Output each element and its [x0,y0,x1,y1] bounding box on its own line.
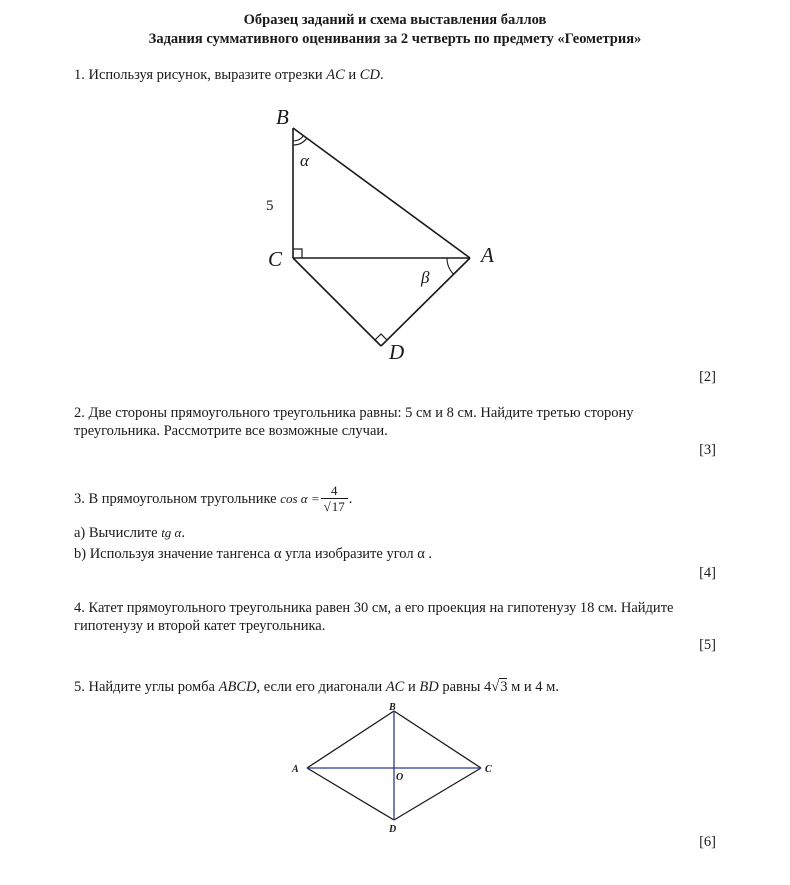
rhombus-side-bc [394,711,481,768]
cos-fraction: $\frac{4}{√17}$ [321,484,348,514]
vertex-c-label: C [268,247,283,271]
side-bc-length: 5 [266,198,274,214]
rhombus-side-ad [307,768,394,820]
rhombus-vertex-d: D [389,824,397,835]
rhombus-side-dc [394,768,481,820]
rhombus-vertex-a: A [292,764,299,775]
segment-ba [293,128,470,258]
rhombus-vertex-b: B [389,702,396,713]
right-angle-mark-c [293,249,302,258]
task-3-question: 3. В прямоугольном тругольнике cos α = $\frac{4}{√17}$ . [74,483,353,514]
task-5-score: [6] [699,834,716,850]
document-subtitle: Задания суммативного оценивания за 2 четверть по предмету «Геометрия» [148,31,642,47]
tg-expression: tg α [161,525,182,540]
angle-beta-label: β [421,268,430,287]
angle-alpha-arc-inner [293,136,304,141]
vertex-d-label: D [389,340,405,364]
task-4-score: [5] [699,637,716,653]
task-3-part-b: b) Используя значение тангенса α угла изобразите угол α . [74,546,433,562]
cos-expression: cos α = [280,491,320,506]
task-1-question: 1. Используя рисунок, выразите отрезки AC и CD. [74,67,384,83]
task-3-score: [4] [699,565,716,581]
task-3-part-a: a) Вычислите tg α. [74,525,185,541]
document-title: Образец заданий и схема выставления баллов [243,12,547,28]
angle-alpha-label: α [300,151,309,170]
task-5-question: 5. Найдите углы ромба ABCD, если его диагонали AC и BD равны 4√3 м и 4 м. [74,679,559,695]
right-angle-mark-d [375,334,387,340]
rhombus-side-ab [307,711,394,768]
task-4-question: 4. Катет прямоугольного треугольника равен 30 см, а его проекция на гипотенузу 18 см. Найдите гипотенузу и второй катет треугольника. [74,600,674,634]
vertex-b-label: B [276,105,289,129]
rhombus-vertex-c: C [485,764,492,775]
segment-cd [293,258,381,346]
task-2-score: [3] [699,442,716,458]
task-2-question: 2. Две стороны прямоугольного треугольника равны: 5 см и 8 см. Найдите третью сторону треугольника. Рассмотрите все возможные случаи. [74,405,634,439]
angle-beta-arc [447,258,454,274]
vertex-a-label: A [481,243,494,267]
task-1-score: [2] [699,369,716,385]
rhombus-center-o: O [396,772,404,783]
